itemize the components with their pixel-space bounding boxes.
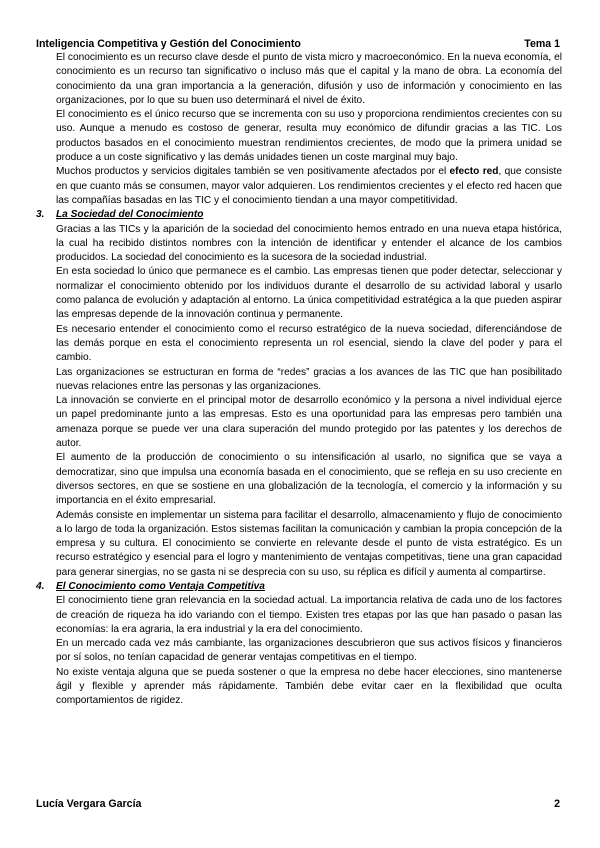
document-body <box>36 51 563 709</box>
paragraph: Además consiste en implementar un sistema para facilitar el desarrollo, almacenamiento y flujo de conocimiento a lo largo de toda la organización. Estos sistemas facilitan la comunicación y cambian la propia concepción de la empresa y su cultura. El conocimiento se convierte en relevante desde el punto de vista estratégico. Es un recurso estratégico y esencial para el logro y mantenimiento de ventajas competitivas, tiene una gran capacidad para generar sinergias, no se gasta ni se desprecia con su uso, su réplica es difícil y aumenta al compartirse. <box>56 509 562 578</box>
paragraph: Las organizaciones se estructuran en forma de “redes” gracias a los avances de las TIC que han posibilitado nuevas relaciones entre las personas y las organizaciones. <box>56 366 562 392</box>
page-header <box>36 38 560 50</box>
document-title: Inteligencia Competitiva y Gestión del Conocimiento <box>36 38 301 50</box>
paragraph-network-effect: Muchos productos y servicios digitales también se ven positivamente afectados por el efecto red, que consiste en que cuanto más se consumen, mayor valor adquieren. Los rendimientos crecientes y el efecto red hacen que las compañías basadas en las TIC y el conocimiento tiendan a una mayor competitividad. <box>56 166 563 206</box>
page-footer <box>36 798 560 810</box>
paragraph: El conocimiento es el único recurso que se incrementa con su uso y proporciona rendimientos crecientes con su uso. Aunque a menudo es costoso de generar, resulta muy económico de difundir gracias a las TIC. Los productos basados en el conocimiento muestran rendimientos crecientes, de modo que la primera unidad se produce a un coste significativo y las demás unidades tienen un coste marginal muy bajo. <box>56 109 562 164</box>
section-title: La Sociedad del Conocimiento <box>56 209 204 221</box>
paragraph: Gracias a las TICs y la aparición de la sociedad del conocimiento hemos entrado en una nueva etapa histórica, la cual ha recibido distintos nombres con la intención de identificar y entender el alcance de los cambios producidos. La sociedad del conocimiento es la sucesora de la sociedad industrial. <box>56 223 562 264</box>
paragraph: El conocimiento es un recurso clave desde el punto de vista micro y macroeconómico. En la nueva economía, el conocimiento es un recurso tan significativo o incluso más que el capital y la mano de obra. La economía del conocimiento da una gran importancia a la generación, difusión y uso de información y conocimiento en las organizaciones, por lo que su buen uso determinará el nivel de éxito. <box>56 52 562 106</box>
paragraph: En un mercado cada vez más cambiante, las organizaciones descubrieron que sus activos físicos y financieros por sí solos, no tenían capacidad de generar ventajas competitivas en el tiempo. <box>56 638 562 664</box>
page-number: 2 <box>554 798 560 810</box>
topic-label: Tema 1 <box>524 38 560 50</box>
section-heading-4 <box>36 580 562 594</box>
emphasis-network-effect: efecto red <box>449 166 499 178</box>
section-title: El Conocimiento como Ventaja Competitiva <box>56 580 265 592</box>
paragraph: El conocimiento tiene gran relevancia en la sociedad actual. La importancia relativa de cada uno de los factores de creación de riqueza ha ido variando con el tiempo. Existen tres etapas por las que han pasado o pasan las economías: la era agraria, la era industrial y la era del conocimiento. <box>56 595 562 635</box>
paragraph: La innovación se convierte en el principal motor de desarrollo económico y la persona a nivel individual ejerce un papel predominante junto a las empresas. Esto es una oportunidad para las empresas pero también una amenaza porque se puede ver una clara superación del mundo protegido por las patentes y los derechos de autor. <box>56 395 562 450</box>
paragraph: No existe ventaja alguna que se pueda sostener o que la empresa no debe hacer elecciones, sino mantenerse ágil y flexible y aprender más rápidamente. También debe evitar caer en la flexibilidad que oculta comportamientos de rigidez. <box>56 666 562 707</box>
section-number: 4. <box>36 580 45 592</box>
paragraph: El aumento de la producción de conocimiento o su intensificación al usarlo, no significa que se vaya a democratizar, sino que impulsa una economía basada en el conocimiento, que se refleja en su uso creciente en diversos sectores, en que se sostiene en una globalización de la tecnología, el comercio y la información y su importancia en el éxito empresarial. <box>56 452 562 507</box>
section-heading-3 <box>36 208 562 222</box>
paragraph: Es necesario entender el conocimiento como el recurso estratégico de la nueva sociedad, diferenciándose de las demás porque en esta el conocimiento representa un rol esencial, siendo la clave del poder y para el cambio. <box>56 323 562 364</box>
section-number: 3. <box>36 209 45 221</box>
author-name: Lucía Vergara García <box>36 798 142 810</box>
paragraph: En esta sociedad lo único que permanece es el cambio. Las empresas tienen que poder detectar, seleccionar y normalizar el conocimiento obtenido por los individuos durante el desarrollo de su actividad laboral y usarlo como palanca de evolución y adaptación al entorno. La única competitividad estratégica a la que pueden aspirar las empresas depende de la innovación continua y permanente. <box>56 266 562 321</box>
